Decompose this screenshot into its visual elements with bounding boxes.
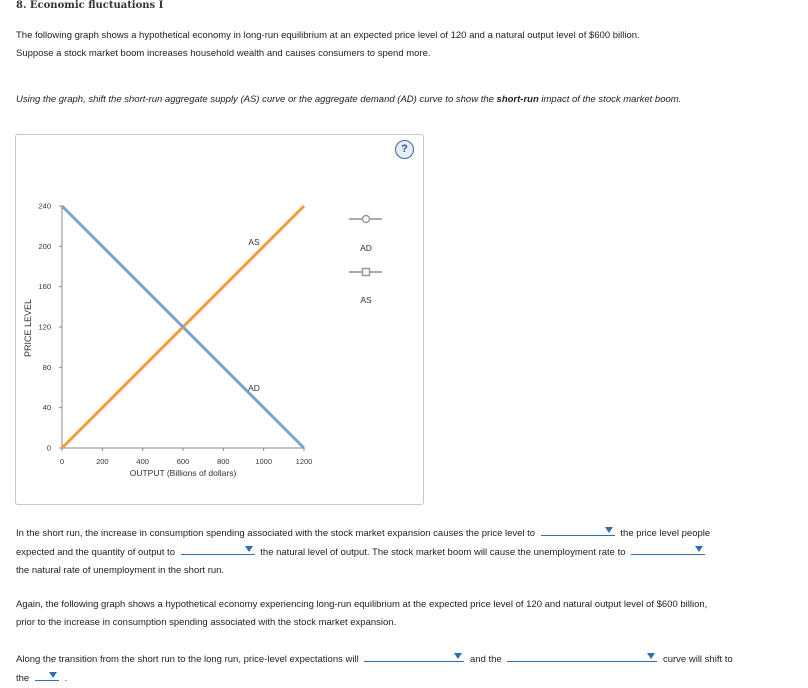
q1-text-1: In the short run, the increase in consumption spending associated with the stock market expansion causes the price level to (16, 528, 536, 539)
curves[interactable] (62, 206, 304, 448)
help-icon[interactable]: ? (395, 140, 414, 159)
question-title: 8. Economic fluctuations I (16, 0, 164, 11)
chevron-down-icon (454, 653, 462, 659)
instruction-bold: short-run (496, 94, 539, 105)
chevron-down-icon (695, 546, 703, 552)
x-tick-label: 800 (217, 457, 230, 466)
as-curve-label[interactable]: AS (248, 237, 260, 247)
q1-text-2: the price level people expected and the quantity of output to (16, 528, 711, 558)
instruction-suffix: impact of the stock market boom. (538, 94, 682, 105)
x-tick-label: 600 (176, 457, 190, 466)
long-run-context: Again, the following graph shows a hypothetical economy experiencing long-run equilibrium at the expected price level of 120 and natural output level of $600 billion, prior to the increase in consumption spending associated with the stock market expansion. (16, 599, 708, 628)
output-dropdown[interactable] (181, 543, 255, 555)
transition-question (16, 650, 736, 688)
intro-line-1: The following graph shows a hypothetical economy in long-run equilibrium at an expected price level of 120 and a natural output level of $600 billion. (16, 30, 640, 41)
chevron-down-icon (647, 653, 655, 659)
chevron-down-icon (245, 546, 253, 552)
x-tick-label: 1000 (255, 457, 273, 466)
x-tick-label: 400 (136, 457, 149, 466)
chevron-down-icon (605, 527, 613, 533)
legend (349, 216, 382, 306)
x-axis-label: OUTPUT (Billions of dollars) (129, 468, 237, 478)
y-tick-label: 200 (38, 241, 51, 251)
direction-dropdown[interactable] (35, 669, 59, 681)
y-tick-label: 0 (46, 443, 51, 453)
unemployment-dropdown[interactable] (631, 543, 705, 555)
q1-text-4: the natural rate of unemployment in the short run. (16, 565, 225, 576)
y-tick-label: 120 (38, 322, 51, 332)
q3-text-2: and the (470, 654, 502, 665)
legend-as-handle-icon[interactable] (363, 269, 370, 276)
q1-text-3: the natural level of output. The stock market boom will cause the unemployment rate to (260, 547, 626, 558)
q3-text-4: . (64, 673, 68, 684)
expectations-dropdown[interactable] (364, 650, 464, 662)
ad-curve-label[interactable]: AD (248, 383, 260, 393)
x-tick-label: 1200 (295, 457, 313, 466)
q3-text-3: curve will shift to the (16, 654, 733, 684)
y-tick-label: 40 (42, 403, 51, 413)
curve-dropdown[interactable] (507, 650, 657, 662)
y-tick-label: 240 (38, 201, 51, 211)
legend-as-label: AS (360, 295, 372, 305)
q3-text-1: Along the transition from the short run to the long run, price-level expectations will (16, 654, 359, 665)
intro-line-2: Suppose a stock market boom increases household wealth and causes consumers to spend more. (16, 48, 431, 59)
x-tick-label: 200 (96, 457, 109, 466)
short-run-question (16, 524, 716, 580)
y-tick-label: 160 (38, 282, 51, 292)
legend-ad-label: AD (360, 243, 372, 253)
chevron-down-icon (49, 672, 57, 678)
y-axis-label: PRICE LEVEL (23, 298, 33, 358)
price-level-dropdown[interactable] (541, 524, 615, 536)
y-tick-label: 80 (42, 362, 51, 372)
legend-ad-handle-icon[interactable] (363, 216, 370, 223)
x-tick-label: 0 (59, 457, 65, 466)
instruction-prefix: Using the graph, shift the short-run aggregate supply (AS) curve or the aggregate demand (AD) curve to show the (16, 94, 497, 105)
